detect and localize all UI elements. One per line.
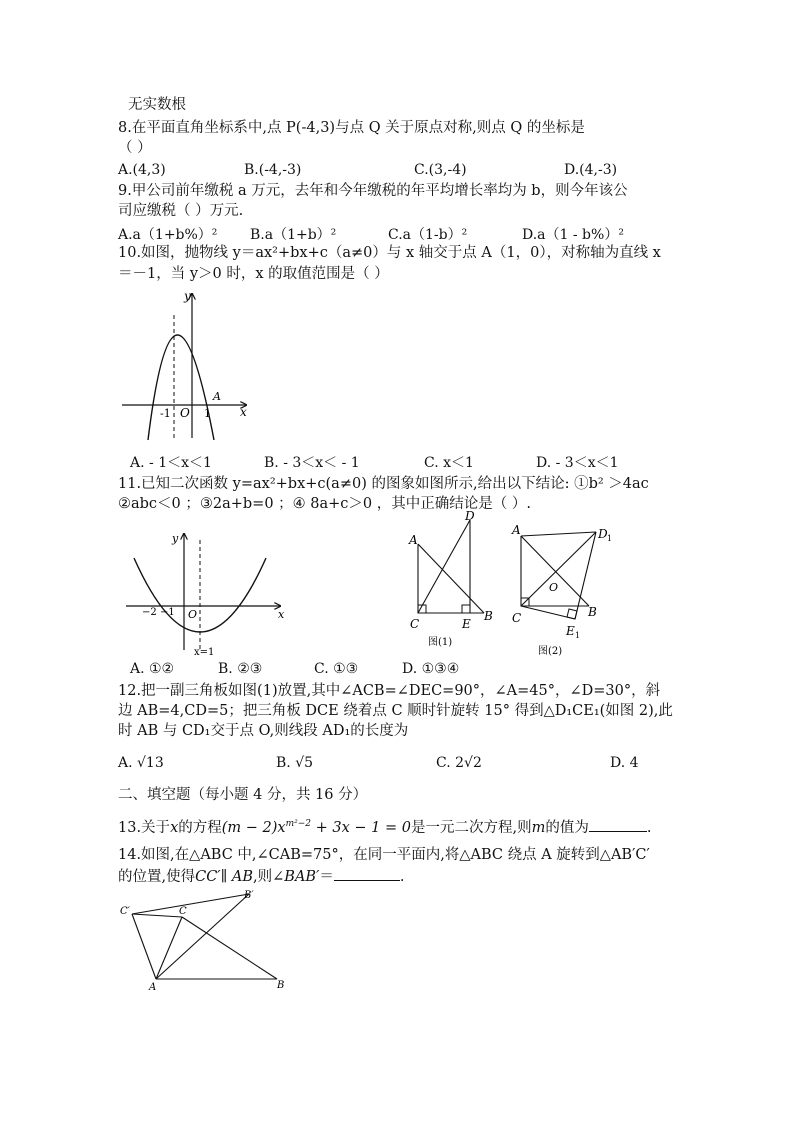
q12-fig1-label-c: C xyxy=(410,617,420,631)
q11-option-a[interactable]: A. ①② xyxy=(130,661,175,677)
q11-neg-one-label: −1 xyxy=(160,607,175,618)
q14-label-c1: C′ xyxy=(120,906,130,917)
q7-tail: 无实数根 xyxy=(128,97,186,113)
q8-option-b[interactable]: B.(-4,-3) xyxy=(244,162,302,178)
q14-stem2f: . xyxy=(399,869,405,885)
q13-dot: . xyxy=(646,819,652,836)
q13-exponent: m²−2 xyxy=(285,819,312,829)
q11-x-label: x xyxy=(278,608,285,621)
q12-fig1-label-d: D xyxy=(465,510,475,523)
q12-fig2-label-e1: E xyxy=(566,624,575,638)
q12-figure-2 xyxy=(508,518,620,660)
q9-option-b[interactable]: B.a（1+b）² xyxy=(250,227,337,243)
q10-option-b[interactable]: B. - 3＜x＜ - 1 xyxy=(264,455,360,471)
q13-mid: 的方程 xyxy=(178,819,222,836)
q10-neg-one-label: -1 xyxy=(160,407,171,420)
q10-y-label: y xyxy=(184,289,191,303)
q9-option-c[interactable]: C.a（1-b）² xyxy=(388,227,468,243)
q9-stem-line1: 9.甲公司前年缴税 a 万元，去年和今年缴税的年平均增长率均为 b，则今年该公 xyxy=(118,183,628,199)
q11-option-b[interactable]: B. ②③ xyxy=(218,661,263,677)
q9-option-a[interactable]: A.a（1+b%）² xyxy=(118,227,218,243)
q11-origin-label: O xyxy=(188,608,198,621)
q11-option-d[interactable]: D. ①③④ xyxy=(402,661,460,677)
q12-fig2-label-e1-sub: 1 xyxy=(575,631,581,640)
section-2-title: 二、填空题（每小题 4 分，共 16 分） xyxy=(118,787,368,803)
q14-label-c: C xyxy=(179,906,187,917)
q13-equation-part1: (m − 2)x xyxy=(221,819,286,836)
q13-var-x: x xyxy=(170,819,179,836)
q13-var-m: m xyxy=(531,819,546,836)
q11-neg-two-label: −2 xyxy=(142,607,157,618)
q13-pre: 13.关于 xyxy=(118,819,171,836)
q13-stem xyxy=(118,814,651,838)
q8-option-c[interactable]: C.(3,-4) xyxy=(414,162,467,178)
q10-option-c[interactable]: C. x＜1 xyxy=(424,455,474,471)
q10-option-a[interactable]: A. - 1＜x＜1 xyxy=(130,455,212,471)
q10-x-label: x xyxy=(240,405,247,419)
q12-stem-line2: 边 AB=4,CD=5；把三角板 DCE 绕着点 C 顺时针旋转 15° 得到△D₁CE₁(如图 2),此 xyxy=(118,703,673,719)
q12-stem-line1: 12.把一副三角板如图(1)放置,其中∠ACB=∠DEC=90°，∠A=45°，∠D=30°，斜 xyxy=(118,683,661,699)
q14-label-a: A xyxy=(149,982,157,993)
q12-fig2-label-c: C xyxy=(512,611,522,625)
q14-stem-line2 xyxy=(118,866,404,887)
q14-stem2c: ,则∠ xyxy=(253,869,285,885)
q11-stem-line1: 11.已知二次函数 y=ax²+bx+c(a≠0) 的图象如图所示,给出以下结论: ①b² ＞4ac xyxy=(118,476,649,492)
q13-post: 是一元二次方程,则 xyxy=(410,819,532,836)
q10-one-label: 1 xyxy=(204,407,211,420)
q12-fig1-label-b: B xyxy=(484,609,493,623)
q10-stem-line2: ＝－1，当 y＞0 时，x 的取值范围是（ ） xyxy=(118,266,389,282)
q13-equation-part2: + 3x − 1 = 0 xyxy=(311,819,411,836)
q14-stem-line1: 14.如图,在△ABC 中,∠CAB=75°，在同一平面内,将△ABC 绕点 A 旋转到△AB′C′ xyxy=(118,847,650,863)
q14-angle-name: BAB′ xyxy=(284,869,320,885)
q12-fig2-label-d1-sub: 1 xyxy=(607,534,613,543)
q12-fig2-label-b: B xyxy=(588,605,597,619)
q11-axis-label: x=1 xyxy=(194,647,215,658)
q14-stem2e: ＝ xyxy=(319,869,334,885)
q10-parabola-curve xyxy=(148,335,214,440)
q8-stem-line2: （ ） xyxy=(118,140,152,156)
q12-fig2-label-o: O xyxy=(549,581,559,594)
q8-option-a[interactable]: A.(4,3) xyxy=(118,162,166,178)
q12-fig1-label-a: A xyxy=(409,533,418,547)
q10-origin-label: O xyxy=(180,406,190,420)
q9-stem-line2: 司应缴税（ ）万元. xyxy=(118,203,244,219)
q9-option-d[interactable]: D.a（1 - b%）² xyxy=(522,227,624,243)
q12-figure-1 xyxy=(402,510,498,650)
q14-label-b: B xyxy=(277,980,285,991)
q10-point-a-label: A xyxy=(213,390,221,403)
q10-parabola-figure xyxy=(118,288,258,448)
q13-end: 的值为 xyxy=(545,819,589,836)
q12-option-d[interactable]: D. 4 xyxy=(610,755,639,771)
q14-answer-blank[interactable] xyxy=(334,866,400,881)
q14-stem2a: 的位置,使得 xyxy=(118,869,196,885)
q8-stem-line1: 8.在平面直角坐标系中,点 P(-4,3)与点 Q 关于原点对称,则点 Q 的坐标是 xyxy=(118,120,585,136)
q14-rotation-figure xyxy=(116,888,296,994)
q14-parallel-condition: CC′∥ AB xyxy=(195,869,254,885)
q12-fig2-caption: 图(2) xyxy=(538,646,563,657)
q11-parabola-figure xyxy=(122,528,292,660)
q10-stem-line1: 10.如图，抛物线 y＝ax²+bx+c（a≠0）与 x 轴交于点 A（1，0），对称轴为直线 x xyxy=(118,245,661,261)
q12-fig2-label-d1: D xyxy=(598,527,608,541)
q11-option-c[interactable]: C. ①③ xyxy=(314,661,359,677)
q10-option-d[interactable]: D. - 3＜x＜1 xyxy=(536,455,619,471)
q12-fig1-caption: 图(1) xyxy=(428,637,453,648)
q12-fig1-label-e: E xyxy=(462,617,471,631)
q12-stem-line3: 时 AB 与 CD₁交于点 O,则线段 AD₁的长度为 xyxy=(118,723,409,739)
q12-option-b[interactable]: B. √5 xyxy=(276,755,314,771)
q11-stem-line2: ②abc＜0 ；③2a+b=0 ；④ 8a+c＞0 ，其中正确结论是（ ）. xyxy=(118,496,531,512)
q11-y-label: y xyxy=(172,532,179,545)
q13-answer-blank[interactable] xyxy=(589,817,647,832)
q12-option-a[interactable]: A. √13 xyxy=(118,755,164,771)
q14-label-b1: B′ xyxy=(244,890,254,901)
q8-option-d[interactable]: D.(4,-3) xyxy=(564,162,618,178)
q12-option-c[interactable]: C. 2√2 xyxy=(436,755,482,771)
q12-fig2-label-a: A xyxy=(512,523,521,537)
